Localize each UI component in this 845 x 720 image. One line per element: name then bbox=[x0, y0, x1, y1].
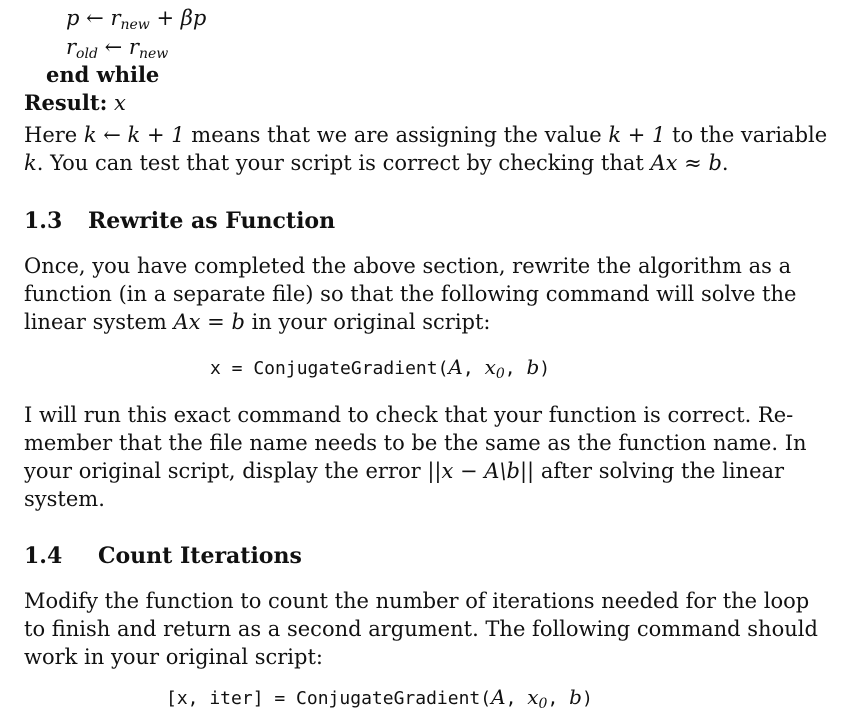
intro-paragraph bbox=[24, 121, 828, 177]
command-conjugate-gradient bbox=[210, 355, 551, 382]
command-text: ) bbox=[581, 688, 593, 709]
section-1-3-paragraph-2 bbox=[24, 401, 807, 513]
algo-beta-p: βp bbox=[180, 6, 207, 30]
algo-arrow-2: ← bbox=[104, 35, 123, 59]
para-line: work in your original script: bbox=[24, 645, 323, 669]
intro-text: Here bbox=[24, 123, 84, 147]
algorithm-result bbox=[24, 90, 126, 115]
para-line bbox=[24, 308, 766, 336]
algo-r: r bbox=[110, 6, 121, 30]
algo-r-old: r bbox=[66, 35, 77, 59]
command-text: ) bbox=[539, 358, 551, 379]
para-text: after solving the linear bbox=[534, 459, 785, 483]
para-text: in your original script: bbox=[244, 310, 491, 334]
para-text: linear system bbox=[24, 310, 174, 334]
command-text: [x, iter] = ConjugateGradient( bbox=[166, 688, 492, 709]
command-arg: A bbox=[448, 355, 463, 379]
algo-r-sub: new bbox=[120, 17, 150, 33]
section-number: 1.4 bbox=[24, 543, 63, 569]
section-number: 1.3 bbox=[24, 208, 63, 234]
section-1-4-heading bbox=[24, 543, 302, 569]
para-line: to finish and return as a second argument. The following command should bbox=[24, 617, 818, 641]
algo-r-new-sub: new bbox=[138, 46, 169, 62]
para-line: I will run this exact command to check that your function is correct. Re- bbox=[24, 403, 794, 427]
intro-math: k ← k + 1 bbox=[83, 123, 185, 147]
para-line: function (in a separate file) so that the following command will solve the bbox=[24, 282, 797, 306]
section-1-4-paragraph bbox=[24, 587, 818, 671]
algorithm-line-p-update bbox=[66, 6, 207, 33]
section-1-3-paragraph-1 bbox=[24, 252, 797, 336]
command-arg: b bbox=[526, 355, 540, 379]
command-text: , bbox=[547, 688, 570, 709]
intro-text: . bbox=[721, 151, 729, 175]
command-conjugate-gradient-iter bbox=[166, 685, 593, 712]
command-text: , bbox=[462, 358, 485, 379]
intro-text: . You can test that your script is correct by checking that bbox=[36, 151, 651, 175]
algo-arrow: ← bbox=[86, 6, 104, 30]
algorithm-end-while: end while bbox=[46, 62, 160, 87]
section-title: Rewrite as Function bbox=[88, 208, 336, 234]
para-math: ||x − A\b|| bbox=[427, 459, 535, 483]
algo-p: p bbox=[66, 6, 80, 30]
para-line bbox=[24, 457, 785, 485]
intro-line-1 bbox=[24, 121, 828, 149]
intro-math: Ax ≈ b bbox=[650, 151, 722, 175]
algorithm-line-r-update bbox=[66, 35, 169, 62]
command-text: x = ConjugateGradient( bbox=[210, 358, 449, 379]
result-label: Result: bbox=[24, 90, 108, 115]
intro-line-2 bbox=[24, 149, 766, 177]
command-arg-sub: 0 bbox=[538, 696, 548, 712]
command-arg: b bbox=[569, 685, 582, 709]
command-arg-sub: 0 bbox=[495, 366, 505, 382]
command-text: , bbox=[505, 688, 528, 709]
command-text: , bbox=[504, 358, 527, 379]
intro-text: means that we are assigning the value bbox=[184, 123, 609, 147]
para-line: Once, you have completed the above section, rewrite the algorithm as a bbox=[24, 254, 792, 278]
para-line: Modify the function to count the number of iterations needed for the loop bbox=[24, 589, 810, 613]
algo-r-new: r bbox=[128, 35, 139, 59]
intro-math: k bbox=[24, 151, 37, 175]
para-text: your original script, display the error bbox=[24, 459, 428, 483]
command-arg: x bbox=[484, 355, 496, 379]
algo-r-old-sub: old bbox=[76, 46, 98, 62]
section-title: Count Iterations bbox=[98, 543, 302, 569]
intro-text: to the variable bbox=[665, 123, 828, 147]
intro-math: k + 1 bbox=[608, 123, 666, 147]
result-value: x bbox=[114, 91, 126, 115]
algo-plus: + bbox=[156, 6, 175, 30]
para-math: Ax = b bbox=[173, 310, 245, 334]
command-arg: x bbox=[527, 685, 539, 709]
para-line: system. bbox=[24, 487, 105, 511]
command-arg: A bbox=[491, 685, 506, 709]
para-line: member that the file name needs to be the same as the function name. In bbox=[24, 431, 807, 455]
section-1-3-heading bbox=[24, 208, 335, 234]
